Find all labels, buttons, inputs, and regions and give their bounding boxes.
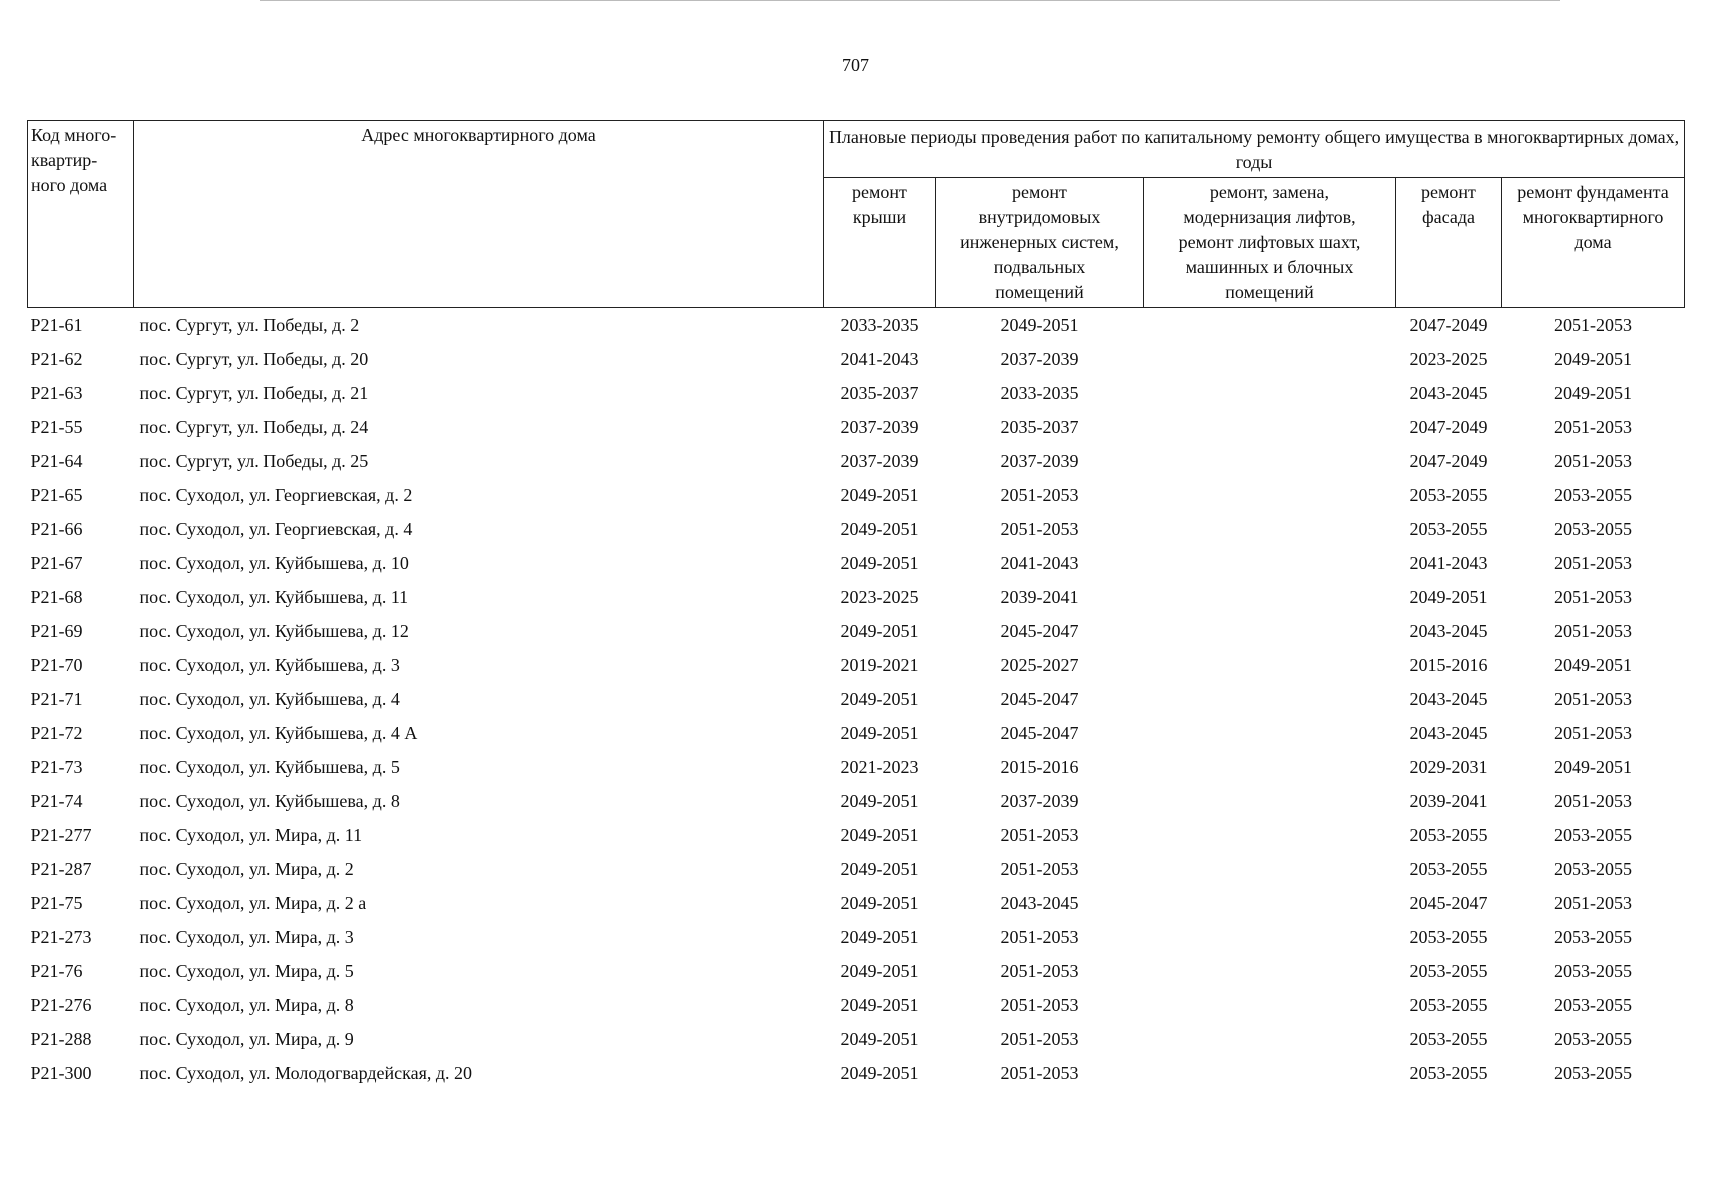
engineering-period: 2051-2053 xyxy=(1000,995,1079,1015)
table-row xyxy=(28,784,1685,818)
lift-period xyxy=(1144,308,1396,343)
facade-period: 2047-2049 xyxy=(1409,417,1488,437)
house-code: P21-65 xyxy=(30,485,83,505)
table-row xyxy=(28,818,1685,852)
header-facade-repair: ремонт фасада xyxy=(1396,178,1502,308)
house-address: пос. Суходол, ул. Мира, д. 8 xyxy=(139,995,354,1015)
lift-period xyxy=(1144,886,1396,920)
engineering-period: 2039-2041 xyxy=(1000,587,1079,607)
roof-period: 2049-2051 xyxy=(840,553,919,573)
engineering-period: 2051-2053 xyxy=(1000,485,1079,505)
facade-period: 2053-2055 xyxy=(1409,1029,1488,1049)
header-roof-repair: ремонт крыши xyxy=(824,178,936,308)
roof-period: 2049-2051 xyxy=(840,1063,919,1083)
facade-period: 2053-2055 xyxy=(1409,995,1488,1015)
table-row xyxy=(28,308,1685,343)
table-row xyxy=(28,852,1685,886)
lift-period xyxy=(1144,716,1396,750)
house-address: пос. Сургут, ул. Победы, д. 24 xyxy=(139,417,369,437)
house-code: P21-61 xyxy=(30,315,83,335)
engineering-period: 2051-2053 xyxy=(1000,1029,1079,1049)
table-row xyxy=(28,376,1685,410)
house-address: пос. Суходол, ул. Куйбышева, д. 4 А xyxy=(139,723,418,743)
lift-period xyxy=(1144,648,1396,682)
house-address: пос. Суходол, ул. Куйбышева, д. 8 xyxy=(139,791,400,811)
engineering-period: 2037-2039 xyxy=(1000,791,1079,811)
table-row xyxy=(28,988,1685,1022)
facade-period: 2053-2055 xyxy=(1409,927,1488,947)
facade-period: 2053-2055 xyxy=(1409,961,1488,981)
table-row xyxy=(28,716,1685,750)
engineering-period: 2035-2037 xyxy=(1000,417,1079,437)
lift-period xyxy=(1144,1056,1396,1090)
roof-period: 2041-2043 xyxy=(840,349,919,369)
foundation-period: 2051-2053 xyxy=(1554,587,1633,607)
roof-period: 2049-2051 xyxy=(840,519,919,539)
lift-period xyxy=(1144,818,1396,852)
repair-schedule-table xyxy=(27,120,1685,1090)
facade-period: 2047-2049 xyxy=(1409,451,1488,471)
roof-period: 2023-2025 xyxy=(840,587,919,607)
house-address: пос. Суходол, ул. Мира, д. 9 xyxy=(139,1029,354,1049)
foundation-period: 2049-2051 xyxy=(1554,383,1633,403)
roof-period: 2049-2051 xyxy=(840,1029,919,1049)
roof-period: 2021-2023 xyxy=(840,757,919,777)
table-header xyxy=(28,121,1685,308)
lift-period xyxy=(1144,512,1396,546)
engineering-period: 2051-2053 xyxy=(1000,859,1079,879)
table-row xyxy=(28,682,1685,716)
header-planned-periods: Плановые периоды проведения работ по капитальному ремонту общего имущества в многоквартирных домах, годы xyxy=(824,121,1685,178)
engineering-period: 2015-2016 xyxy=(1000,757,1079,777)
lift-period xyxy=(1144,920,1396,954)
house-code: P21-76 xyxy=(30,961,83,981)
house-address: пос. Сургут, ул. Победы, д. 21 xyxy=(139,383,369,403)
engineering-period: 2025-2027 xyxy=(1000,655,1079,675)
engineering-period: 2037-2039 xyxy=(1000,451,1079,471)
lift-period xyxy=(1144,376,1396,410)
engineering-period: 2045-2047 xyxy=(1000,689,1079,709)
table-row xyxy=(28,342,1685,376)
scan-edge-line xyxy=(260,0,1560,1)
house-address: пос. Суходол, ул. Молодогвардейская, д. 20 xyxy=(139,1063,473,1083)
house-code: P21-276 xyxy=(30,995,92,1015)
foundation-period: 2051-2053 xyxy=(1554,621,1633,641)
lift-period xyxy=(1144,954,1396,988)
engineering-period: 2051-2053 xyxy=(1000,1063,1079,1083)
foundation-period: 2053-2055 xyxy=(1554,1029,1633,1049)
house-address: пос. Суходол, ул. Мира, д. 11 xyxy=(139,825,363,845)
foundation-period: 2053-2055 xyxy=(1554,825,1633,845)
roof-period: 2049-2051 xyxy=(840,485,919,505)
lift-period xyxy=(1144,546,1396,580)
house-code: P21-273 xyxy=(30,927,92,947)
foundation-period: 2051-2053 xyxy=(1554,451,1633,471)
house-code: P21-70 xyxy=(30,655,83,675)
foundation-period: 2053-2055 xyxy=(1554,519,1633,539)
header-lift-repair: ремонт, замена, модернизация лифтов, ремонт лифтовых шахт, машинных и блочных помещений xyxy=(1144,178,1396,308)
roof-period: 2049-2051 xyxy=(840,825,919,845)
house-code: P21-62 xyxy=(30,349,83,369)
lift-period xyxy=(1144,478,1396,512)
engineering-period: 2043-2045 xyxy=(1000,893,1079,913)
facade-period: 2043-2045 xyxy=(1409,689,1488,709)
table-row xyxy=(28,546,1685,580)
house-address: пос. Суходол, ул. Георгиевская, д. 4 xyxy=(139,519,413,539)
facade-period: 2039-2041 xyxy=(1409,791,1488,811)
foundation-period: 2049-2051 xyxy=(1554,655,1633,675)
lift-period xyxy=(1144,1022,1396,1056)
house-address: пос. Суходол, ул. Мира, д. 5 xyxy=(139,961,354,981)
house-address: пос. Суходол, ул. Георгиевская, д. 2 xyxy=(139,485,413,505)
lift-period xyxy=(1144,614,1396,648)
table-row xyxy=(28,954,1685,988)
roof-period: 2049-2051 xyxy=(840,961,919,981)
lift-period xyxy=(1144,852,1396,886)
house-code: P21-66 xyxy=(30,519,83,539)
house-code: P21-288 xyxy=(30,1029,92,1049)
facade-period: 2015-2016 xyxy=(1409,655,1488,675)
roof-period: 2049-2051 xyxy=(840,791,919,811)
lift-period xyxy=(1144,750,1396,784)
house-address: пос. Суходол, ул. Мира, д. 2 xyxy=(139,859,354,879)
facade-period: 2041-2043 xyxy=(1409,553,1488,573)
house-address: пос. Сургут, ул. Победы, д. 25 xyxy=(139,451,369,471)
house-code: P21-300 xyxy=(30,1063,92,1083)
facade-period: 2043-2045 xyxy=(1409,621,1488,641)
table-row xyxy=(28,886,1685,920)
house-address: пос. Суходол, ул. Куйбышева, д. 5 xyxy=(139,757,400,777)
facade-period: 2043-2045 xyxy=(1409,383,1488,403)
header-foundation-repair: ремонт фундамента многоквартирного дома xyxy=(1502,178,1685,308)
house-code: P21-69 xyxy=(30,621,83,641)
foundation-period: 2053-2055 xyxy=(1554,995,1633,1015)
house-address: пос. Суходол, ул. Куйбышева, д. 10 xyxy=(139,553,409,573)
house-code: P21-73 xyxy=(30,757,83,777)
roof-period: 2049-2051 xyxy=(840,621,919,641)
house-code: P21-277 xyxy=(30,825,92,845)
roof-period: 2035-2037 xyxy=(840,383,919,403)
roof-period: 2049-2051 xyxy=(840,927,919,947)
facade-period: 2049-2051 xyxy=(1409,587,1488,607)
engineering-period: 2045-2047 xyxy=(1000,723,1079,743)
engineering-period: 2041-2043 xyxy=(1000,553,1079,573)
house-code: P21-64 xyxy=(30,451,83,471)
header-engineering-repair: ремонт внутридомовых инженерных систем, подвальных помещений xyxy=(936,178,1144,308)
lift-period xyxy=(1144,444,1396,478)
engineering-period: 2033-2035 xyxy=(1000,383,1079,403)
header-code: Код много- квартир- ного дома xyxy=(28,121,134,308)
engineering-period: 2037-2039 xyxy=(1000,349,1079,369)
facade-period: 2053-2055 xyxy=(1409,519,1488,539)
table-row xyxy=(28,920,1685,954)
roof-period: 2049-2051 xyxy=(840,689,919,709)
engineering-period: 2049-2051 xyxy=(1000,315,1079,335)
lift-period xyxy=(1144,682,1396,716)
facade-period: 2045-2047 xyxy=(1409,893,1488,913)
engineering-period: 2051-2053 xyxy=(1000,961,1079,981)
register-sheet xyxy=(27,120,1684,1090)
house-address: пос. Суходол, ул. Куйбышева, д. 3 xyxy=(139,655,400,675)
engineering-period: 2051-2053 xyxy=(1000,825,1079,845)
house-address: пос. Сургут, ул. Победы, д. 2 xyxy=(139,315,360,335)
table-row xyxy=(28,648,1685,682)
lift-period xyxy=(1144,784,1396,818)
house-code: P21-74 xyxy=(30,791,83,811)
house-address: пос. Суходол, ул. Мира, д. 3 xyxy=(139,927,354,947)
table-row xyxy=(28,1022,1685,1056)
house-code: P21-75 xyxy=(30,893,83,913)
lift-period xyxy=(1144,580,1396,614)
roof-period: 2033-2035 xyxy=(840,315,919,335)
roof-period: 2019-2021 xyxy=(840,655,919,675)
foundation-period: 2051-2053 xyxy=(1554,417,1633,437)
roof-period: 2049-2051 xyxy=(840,859,919,879)
house-address: пос. Суходол, ул. Мира, д. 2 а xyxy=(139,893,367,913)
facade-period: 2053-2055 xyxy=(1409,825,1488,845)
roof-period: 2037-2039 xyxy=(840,451,919,471)
roof-period: 2037-2039 xyxy=(840,417,919,437)
foundation-period: 2049-2051 xyxy=(1554,757,1633,777)
facade-period: 2023-2025 xyxy=(1409,349,1488,369)
table-row xyxy=(28,614,1685,648)
foundation-period: 2053-2055 xyxy=(1554,859,1633,879)
table-body xyxy=(28,308,1685,1091)
foundation-period: 2051-2053 xyxy=(1554,723,1633,743)
table-row xyxy=(28,410,1685,444)
house-code: P21-287 xyxy=(30,859,92,879)
foundation-period: 2051-2053 xyxy=(1554,689,1633,709)
table-row xyxy=(28,1056,1685,1090)
facade-period: 2047-2049 xyxy=(1409,315,1488,335)
facade-period: 2053-2055 xyxy=(1409,859,1488,879)
house-address: пос. Суходол, ул. Куйбышева, д. 11 xyxy=(139,587,409,607)
foundation-period: 2051-2053 xyxy=(1554,893,1633,913)
foundation-period: 2053-2055 xyxy=(1554,485,1633,505)
roof-period: 2049-2051 xyxy=(840,723,919,743)
house-code: P21-71 xyxy=(30,689,83,709)
facade-period: 2029-2031 xyxy=(1409,757,1488,777)
house-code: P21-67 xyxy=(30,553,83,573)
table-row xyxy=(28,512,1685,546)
table-row xyxy=(28,478,1685,512)
foundation-period: 2051-2053 xyxy=(1554,553,1633,573)
lift-period xyxy=(1144,988,1396,1022)
engineering-period: 2051-2053 xyxy=(1000,927,1079,947)
roof-period: 2049-2051 xyxy=(840,995,919,1015)
house-code: P21-68 xyxy=(30,587,83,607)
engineering-period: 2045-2047 xyxy=(1000,621,1079,641)
house-address: пос. Суходол, ул. Куйбышева, д. 12 xyxy=(139,621,409,641)
house-address: пос. Суходол, ул. Куйбышева, д. 4 xyxy=(139,689,400,709)
facade-period: 2053-2055 xyxy=(1409,485,1488,505)
foundation-period: 2053-2055 xyxy=(1554,961,1633,981)
page-number: 707 xyxy=(842,55,869,75)
roof-period: 2049-2051 xyxy=(840,893,919,913)
house-address: пос. Сургут, ул. Победы, д. 20 xyxy=(139,349,369,369)
foundation-period: 2051-2053 xyxy=(1554,315,1633,335)
house-code: P21-72 xyxy=(30,723,83,743)
house-code: P21-63 xyxy=(30,383,83,403)
header-address: Адрес многоквартирного дома xyxy=(134,121,824,308)
foundation-period: 2051-2053 xyxy=(1554,791,1633,811)
table-row xyxy=(28,444,1685,478)
foundation-period: 2053-2055 xyxy=(1554,1063,1633,1083)
table-row xyxy=(28,750,1685,784)
lift-period xyxy=(1144,410,1396,444)
facade-period: 2053-2055 xyxy=(1409,1063,1488,1083)
house-code: P21-55 xyxy=(30,417,83,437)
facade-period: 2043-2045 xyxy=(1409,723,1488,743)
lift-period xyxy=(1144,342,1396,376)
foundation-period: 2049-2051 xyxy=(1554,349,1633,369)
foundation-period: 2053-2055 xyxy=(1554,927,1633,947)
engineering-period: 2051-2053 xyxy=(1000,519,1079,539)
table-row xyxy=(28,580,1685,614)
